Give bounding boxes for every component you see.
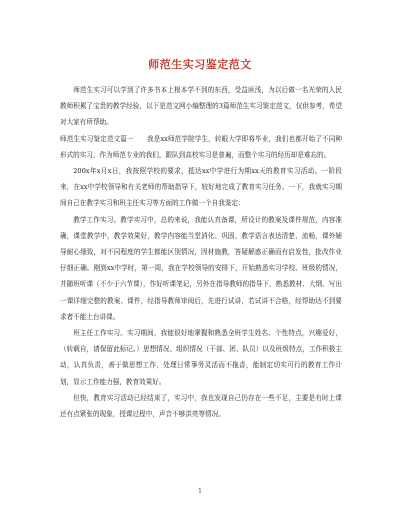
document-body bbox=[60, 82, 342, 422]
paragraph-shortcomings: 但快，教育实习活动已经结束了，实习中，我也发现自己仍存在一些不足，主要是有时上课还有点紧张的现象，授课过程中，声音不够洪亮等情况。 bbox=[60, 393, 342, 419]
paragraph-internship-arrival: 200x年x月x日，我按照学校的要求，抵达xx中学进行为期xx天的教育实习活动。一阶段来，在xx中学校领导和有关老师的帮助指导下，较好地完成了教育实习任务。一下，我就实习期间自己在教学实习和班主任实习等方面的工作做一个自我鉴定： bbox=[60, 167, 342, 208]
page-number: 1 bbox=[198, 488, 202, 495]
paragraph-essay-one-opening: 师范生实习鉴定范文篇一 我是xx师范学院学生，转眼大学即将毕业，我们也都开始了不同种形式的实习，作为师范专业的我们，跟队到高校实习是普遍，而整个实习的经历却是难忘的。 bbox=[60, 134, 342, 159]
document-title: 师范生实习鉴定范文 bbox=[148, 58, 252, 71]
paragraph-teaching-practice: 教学工作实习。教学实习中，总的来说，我能认真备课，所设计的教案及课件规范，内容准确，课堂教学中，教学效果好，教学内容能当堂消化、巩固、教学语言表达清楚、流畅，课外辅导耐心细致，对不同程度的学生都能区别情况，因材施教，答疑解惑正确而有启发性，批改作业仔细正确。刚到xx中学时，第一周，我在学校领导的安排下，开始熟悉实习学校、班级的情况，并随班听课（不少于六节课），作好听课笔记，另外在指导教师的指导下，熟悉教材、大纲、写出一课详细完整的教案、课件，经指导教师审阅后，先进行试讲，若试讲不合格，经帮助达不到要求者不能上台讲课。 bbox=[60, 215, 342, 321]
paragraph-head-teacher-practice: 班主任工作实习。实习期间，我能很好地掌握和熟悉全班学生姓名、个性特点，兴趣爱好，（转载自，请保留此标记。）思想情况、组织情况（干部、团、队员）以及班级特点，工作积极主动，认真负责，善于做思想工作，处理日常事务灵活而不拖沓，能制定切实可行的教育工作计划，显示工作能力强，教育效果好。 bbox=[60, 329, 342, 386]
paragraph-intro: 师范生实习可以学到了许多书本上根本学不到的东西，受益匪浅，为以后做一名光荣的人民教师积累了宝贵的教学经验，以下是范文网小编整理的3篇师范生实习鉴定范文，仅供参考，希望对大家有所帮助。 bbox=[60, 86, 342, 127]
